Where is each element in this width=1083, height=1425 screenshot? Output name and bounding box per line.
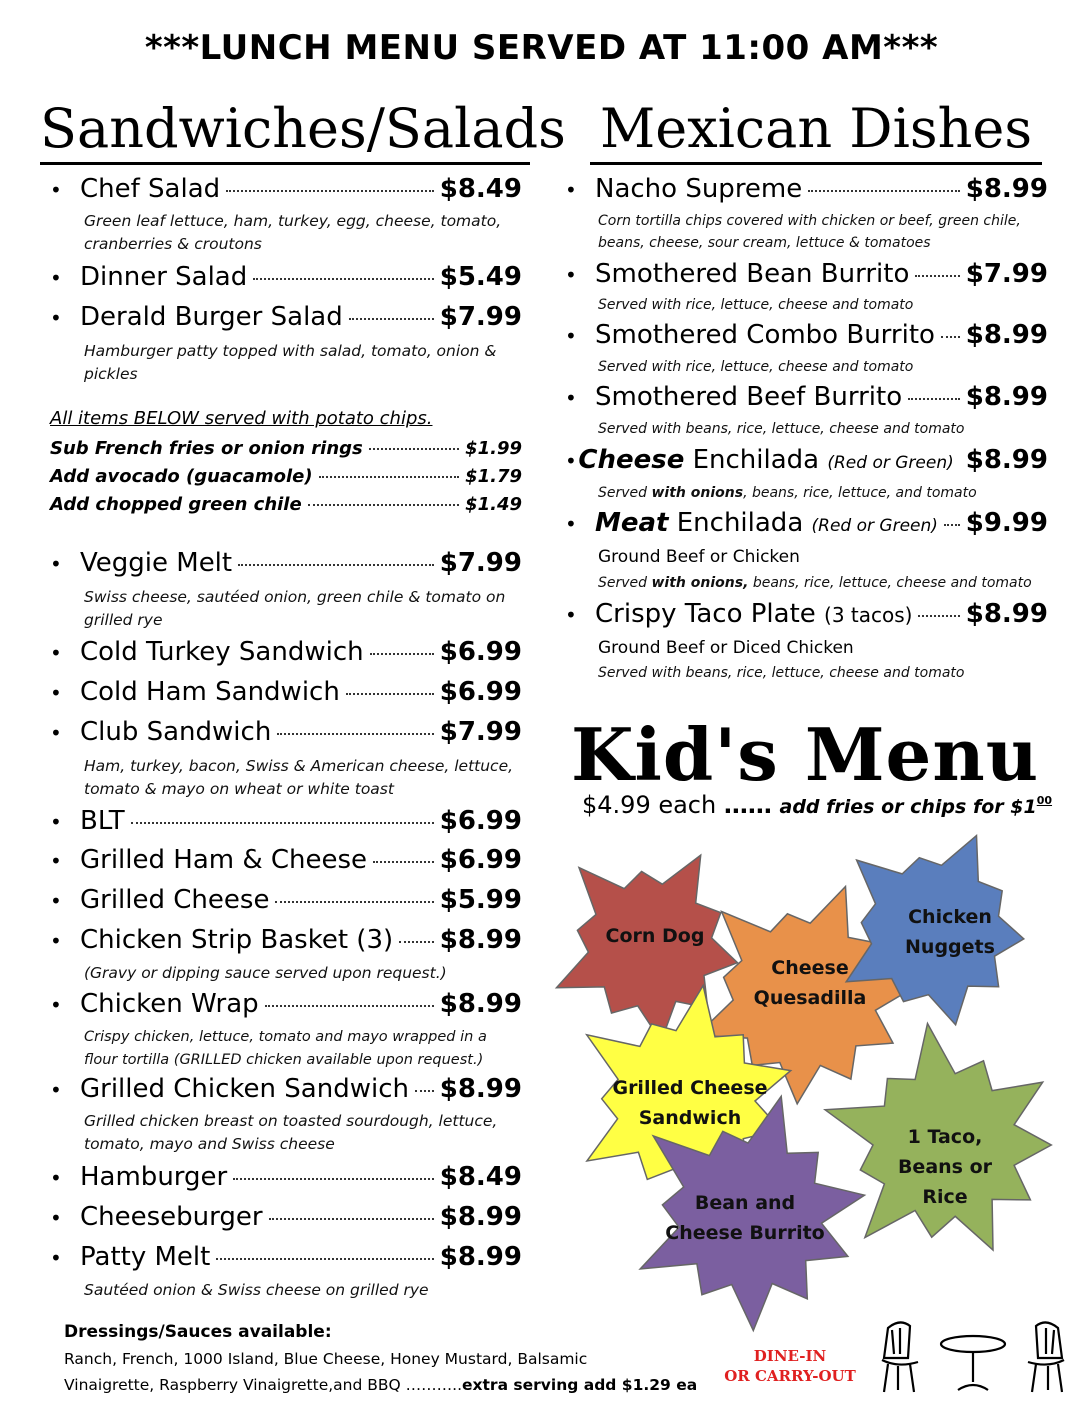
menu-item-chicken-strip-basket bbox=[50, 925, 522, 955]
menu-item-hamburger bbox=[50, 1162, 522, 1192]
item-subtitle: Ground Beef or Chicken bbox=[598, 547, 800, 567]
item-price: $7.99 bbox=[965, 259, 1048, 289]
item-description bbox=[598, 572, 1048, 595]
item-price: $8.99 bbox=[965, 174, 1048, 204]
leader-dots bbox=[941, 336, 960, 338]
bullet: • bbox=[50, 641, 62, 665]
dressings-line2 bbox=[64, 1374, 697, 1396]
carry-out-text: OR CARRY-OUT bbox=[724, 1367, 856, 1385]
kids-item-cheese-quesadilla: Cheese Quesadilla bbox=[753, 957, 867, 1009]
item-price: $8.99 bbox=[965, 445, 1048, 475]
item-name: Cold Ham Sandwich bbox=[80, 677, 340, 707]
bullet: • bbox=[50, 681, 62, 705]
mexican-title: Mexican Dishes bbox=[590, 98, 1042, 165]
kids-addon: add fries or chips for $1 bbox=[779, 796, 1037, 818]
leader-dots bbox=[269, 1218, 434, 1220]
kids-dots: …… bbox=[723, 791, 772, 819]
table-chairs-icon bbox=[878, 1318, 1068, 1400]
kids-addon-cents: 00 bbox=[1036, 794, 1053, 807]
item-name bbox=[595, 599, 912, 629]
dressings-heading: Dressings/Sauces available: bbox=[64, 1322, 332, 1342]
item-price: $6.99 bbox=[439, 637, 522, 667]
item-description: Swiss cheese, sautéed onion, green chile & tomato on grilled rye bbox=[84, 588, 506, 629]
item-price: $6.99 bbox=[439, 677, 522, 707]
item-name: Grilled Chicken Sandwich bbox=[80, 1074, 409, 1104]
item-name-note: (Red or Green) bbox=[811, 516, 938, 536]
bullet: • bbox=[565, 178, 577, 202]
menu-item-dinner-salad bbox=[50, 262, 522, 292]
item-price: $8.99 bbox=[439, 1202, 522, 1232]
leader-dots bbox=[370, 653, 434, 655]
leader-dots bbox=[308, 504, 459, 506]
item-price: $8.99 bbox=[965, 382, 1048, 412]
item-name-bold: Cheese bbox=[578, 445, 685, 475]
extra-price: $1.99 bbox=[465, 438, 522, 459]
bullet: • bbox=[50, 993, 62, 1017]
item-price: $8.99 bbox=[965, 599, 1048, 629]
item-price: $6.99 bbox=[439, 806, 522, 836]
bullet: • bbox=[50, 1166, 62, 1190]
leader-dots bbox=[908, 398, 960, 400]
kids-price-line bbox=[582, 791, 1052, 819]
kids-item-corn-dog: Corn Dog bbox=[605, 925, 705, 947]
item-description bbox=[598, 482, 1043, 505]
item-name: Patty Melt bbox=[80, 1242, 211, 1272]
item-name: Hamburger bbox=[80, 1162, 228, 1192]
bullet: • bbox=[50, 721, 62, 745]
menu-item-nacho-supreme bbox=[565, 174, 1048, 204]
leader-dots bbox=[918, 615, 959, 617]
menu-item-smothered-bean-burrito bbox=[565, 259, 1048, 289]
menu-item-grilled-ham-cheese bbox=[50, 845, 522, 875]
item-name: Nacho Supreme bbox=[595, 174, 803, 204]
kids-item-grilled-cheese: Grilled Cheese Sandwich bbox=[612, 1077, 768, 1129]
dressings-list: Vinaigrette, Raspberry Vinaigrette,and BBQ ……….. bbox=[64, 1376, 462, 1394]
item-price: $8.49 bbox=[439, 174, 522, 204]
leader-dots bbox=[238, 564, 434, 566]
item-price: $9.99 bbox=[965, 508, 1048, 538]
leader-dots bbox=[275, 901, 433, 903]
item-name: Chef Salad bbox=[80, 174, 221, 204]
item-description: Sautéed onion & Swiss cheese on grilled rye bbox=[84, 1281, 429, 1299]
lunch-banner: ***LUNCH MENU SERVED AT 11:00 AM*** bbox=[144, 28, 939, 68]
menu-item-grilled-cheese bbox=[50, 885, 522, 915]
sandwiches-title: Sandwiches/Salads bbox=[40, 98, 530, 165]
item-name: Veggie Melt bbox=[80, 548, 233, 578]
item-name: Smothered Combo Burrito bbox=[595, 320, 935, 350]
item-price: $7.99 bbox=[439, 302, 522, 332]
leader-dots bbox=[349, 318, 434, 320]
item-name: Dinner Salad bbox=[80, 262, 248, 292]
leader-dots bbox=[415, 1090, 434, 1092]
bullet: • bbox=[565, 449, 577, 473]
leader-dots bbox=[131, 822, 434, 824]
item-name-note: (Red or Green) bbox=[827, 453, 954, 473]
menu-item-smothered-combo-burrito bbox=[565, 320, 1048, 350]
item-description: Grilled chicken breast on toasted sourdough, lettuce, tomato, mayo and Swiss cheese bbox=[84, 1112, 498, 1153]
bullet: • bbox=[50, 552, 62, 576]
item-name-bold: Meat bbox=[595, 508, 669, 538]
item-name bbox=[595, 508, 938, 538]
item-price: $6.99 bbox=[439, 845, 522, 875]
bullet: • bbox=[565, 512, 577, 536]
bullet: • bbox=[50, 266, 62, 290]
item-name: Smothered Beef Burrito bbox=[595, 382, 903, 412]
desc-bold: with onions, bbox=[651, 575, 749, 591]
item-subtitle: Ground Beef or Diced Chicken bbox=[598, 638, 854, 658]
menu-item-blt bbox=[50, 806, 522, 836]
chips-note: All items BELOW served with potato chips. bbox=[50, 408, 433, 429]
item-price: $7.99 bbox=[439, 548, 522, 578]
item-price: $8.99 bbox=[439, 925, 522, 955]
menu-item-cheese-enchilada bbox=[565, 445, 1048, 475]
bullet: • bbox=[565, 324, 577, 348]
item-price: $8.99 bbox=[439, 1074, 522, 1104]
leader-dots bbox=[369, 448, 459, 450]
extra-row bbox=[50, 438, 522, 459]
desc-bold: with onions bbox=[651, 485, 744, 501]
extra-price: $1.49 bbox=[465, 494, 522, 515]
extra-row bbox=[50, 494, 522, 515]
bullet: • bbox=[565, 263, 577, 287]
menu-item-cold-ham bbox=[50, 677, 522, 707]
menu-item-cold-turkey bbox=[50, 637, 522, 667]
desc-text: , beans, rice, lettuce, and tomato bbox=[743, 485, 977, 501]
leader-dots bbox=[373, 861, 434, 863]
item-description: Corn tortilla chips covered with chicken or beef, green chile, beans, cheese, sour cream, lettuce & tomatoes bbox=[598, 213, 1021, 251]
item-price: $7.99 bbox=[439, 717, 522, 747]
leader-dots bbox=[808, 190, 959, 192]
leader-dots bbox=[253, 278, 434, 280]
bullet: • bbox=[50, 1246, 62, 1270]
leader-dots bbox=[944, 524, 960, 526]
item-description: Served with rice, lettuce, cheese and tomato bbox=[598, 359, 914, 375]
item-name: BLT bbox=[80, 806, 125, 836]
item-name: Chicken Strip Basket (3) bbox=[80, 925, 394, 955]
menu-item-derald-burger-salad bbox=[50, 302, 522, 332]
bullet: • bbox=[50, 1078, 62, 1102]
kids-menu-title: Kid's Menu bbox=[570, 712, 1040, 797]
item-description: Served with beans, rice, lettuce, cheese and tomato bbox=[598, 421, 965, 437]
extra-label: Sub French fries or onion rings bbox=[50, 438, 363, 459]
item-description: (Gravy or dipping sauce served upon request.) bbox=[84, 964, 447, 982]
extra-label: Add avocado (guacamole) bbox=[50, 466, 313, 487]
dine-in-label bbox=[705, 1346, 875, 1386]
item-description: Ham, turkey, bacon, Swiss & American cheese, lettuce, tomato & mayo on wheat or white toast bbox=[84, 757, 514, 798]
bullet: • bbox=[50, 178, 62, 202]
bullet: • bbox=[50, 1206, 62, 1230]
item-name: Chicken Wrap bbox=[80, 989, 259, 1019]
item-name: Cold Turkey Sandwich bbox=[80, 637, 364, 667]
dine-in-text: DINE-IN bbox=[753, 1347, 827, 1365]
desc-text: Served bbox=[598, 485, 652, 501]
leader-dots bbox=[233, 1178, 434, 1180]
item-price: $5.99 bbox=[439, 885, 522, 915]
menu-item-club-sandwich bbox=[50, 717, 522, 747]
leader-dots bbox=[226, 190, 434, 192]
item-description: Crispy chicken, lettuce, tomato and mayo wrapped in a flour tortilla (GRILLED chicken available upon request.) bbox=[84, 1029, 487, 1068]
bullet: • bbox=[50, 929, 62, 953]
desc-text: Served bbox=[598, 575, 652, 591]
item-name: Smothered Bean Burrito bbox=[595, 259, 910, 289]
kids-price: $4.99 each bbox=[582, 791, 717, 819]
bullet: • bbox=[50, 306, 62, 330]
bullet: • bbox=[50, 810, 62, 834]
item-description: Hamburger patty topped with salad, tomato, onion & pickles bbox=[84, 342, 497, 383]
item-name-main: Crispy Taco Plate bbox=[595, 599, 816, 629]
kids-item-taco-beans-rice: 1 Taco, Beans or Rice bbox=[897, 1126, 993, 1208]
bullet: • bbox=[565, 603, 577, 627]
bullet: • bbox=[50, 889, 62, 913]
item-name bbox=[578, 445, 953, 475]
menu-item-veggie-melt bbox=[50, 548, 522, 578]
item-name-rest: Enchilada bbox=[676, 508, 804, 538]
leader-dots bbox=[216, 1258, 433, 1260]
item-name: Club Sandwich bbox=[80, 717, 272, 747]
leader-dots bbox=[346, 693, 434, 695]
extra-row bbox=[50, 466, 522, 487]
kids-item-chicken-nuggets: Chicken Nuggets bbox=[905, 906, 995, 958]
extra-price: $1.79 bbox=[465, 466, 522, 487]
item-price: $8.49 bbox=[439, 1162, 522, 1192]
menu-item-chicken-wrap bbox=[50, 989, 522, 1019]
dressings-line1: Ranch, French, 1000 Island, Blue Cheese, Honey Mustard, Balsamic bbox=[64, 1350, 588, 1368]
leader-dots bbox=[319, 476, 459, 478]
dressings-extra-price: extra serving add $1.29 ea bbox=[462, 1376, 698, 1394]
menu-item-patty-melt bbox=[50, 1242, 522, 1272]
bullet: • bbox=[565, 386, 577, 410]
item-description: Green leaf lettuce, ham, turkey, egg, cheese, tomato, cranberries & croutons bbox=[84, 212, 502, 253]
item-name: Cheeseburger bbox=[80, 1202, 263, 1232]
item-name: Grilled Cheese bbox=[80, 885, 270, 915]
menu-item-cheeseburger bbox=[50, 1202, 522, 1232]
kids-item-bean-cheese-burrito: Bean and Cheese Burrito bbox=[665, 1192, 825, 1244]
item-description: Served with beans, rice, lettuce, cheese and tomato bbox=[598, 665, 965, 681]
item-price: $8.99 bbox=[965, 320, 1048, 350]
leader-dots bbox=[399, 941, 434, 943]
leader-dots bbox=[915, 275, 959, 277]
extra-label: Add chopped green chile bbox=[50, 494, 302, 515]
desc-text: beans, rice, lettuce, cheese and tomato bbox=[748, 575, 1032, 591]
item-name-rest: Enchilada bbox=[692, 445, 820, 475]
item-description: Served with rice, lettuce, cheese and tomato bbox=[598, 297, 914, 313]
item-name: Grilled Ham & Cheese bbox=[80, 845, 368, 875]
item-name: Derald Burger Salad bbox=[80, 302, 343, 332]
item-price: $5.49 bbox=[439, 262, 522, 292]
item-price: $8.99 bbox=[439, 1242, 522, 1272]
bullet: • bbox=[50, 849, 62, 873]
item-name-note: (3 tacos) bbox=[824, 603, 913, 627]
menu-item-crispy-taco-plate bbox=[565, 599, 1048, 629]
menu-item-grilled-chicken-sandwich bbox=[50, 1074, 522, 1104]
leader-dots bbox=[265, 1005, 434, 1007]
menu-item-chef-salad bbox=[50, 174, 522, 204]
leader-dots bbox=[277, 733, 433, 735]
menu-item-smothered-beef-burrito bbox=[565, 382, 1048, 412]
item-price: $8.99 bbox=[439, 989, 522, 1019]
menu-item-meat-enchilada bbox=[565, 508, 1048, 538]
